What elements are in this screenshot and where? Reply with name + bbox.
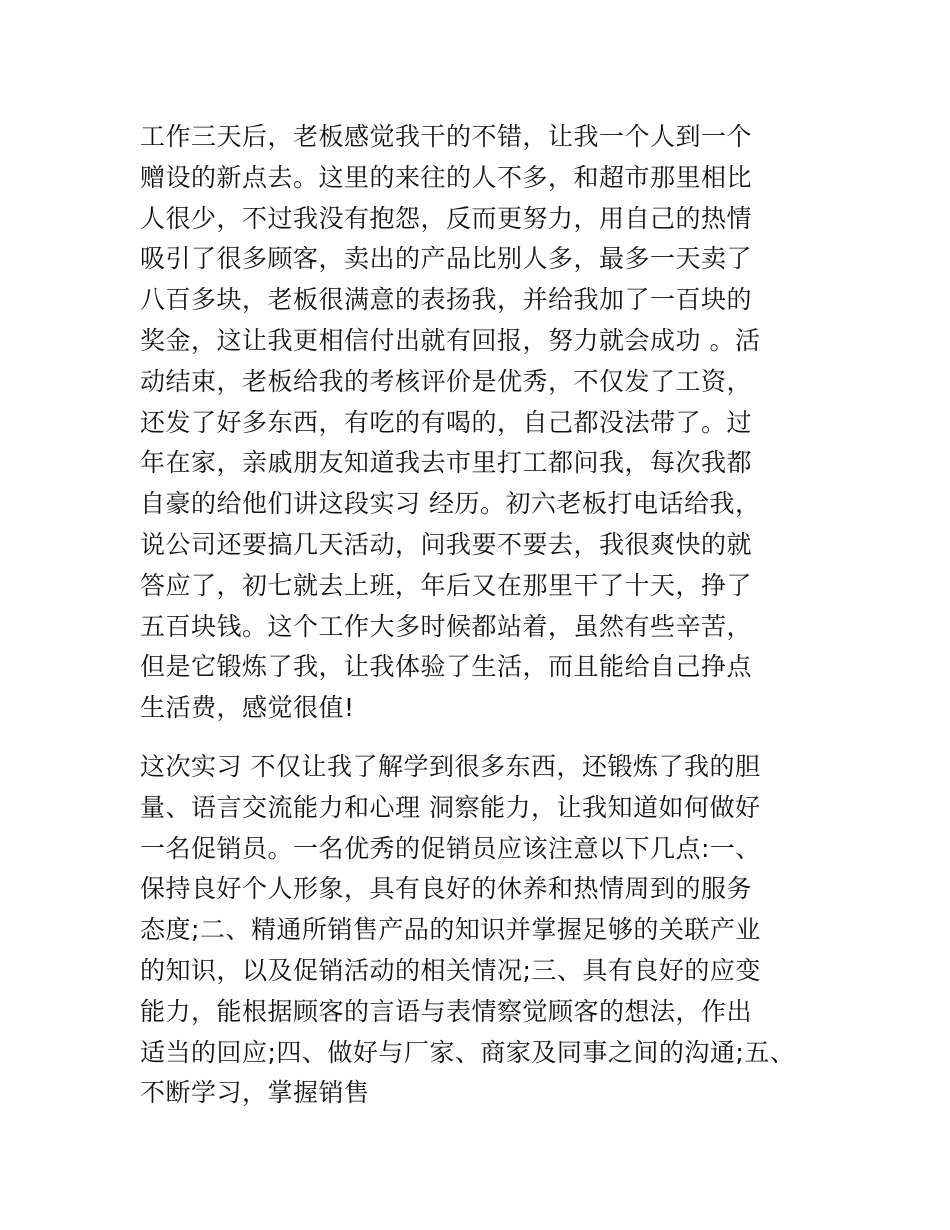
text-line: 保持良好个人形象，具有良好的休养和热情周到的服务 <box>140 874 753 904</box>
text-line: 五百块钱。这个工作大多时候都站着，虽然有些辛苦， <box>140 611 753 641</box>
text-line: 工作三天后，老板感觉我干的不错，让我一个人到一个 <box>140 122 753 151</box>
text-line: 还发了好多东西，有吃的有喝的，自己都没法带了。过 <box>140 407 753 437</box>
text-line: 的知识，以及促销活动的相关情况;三、具有良好的应变 <box>140 955 761 985</box>
text-line: 自豪的给他们讲这段实习 经历。初六老板打电话给我， <box>140 489 761 519</box>
text-line: 奖金，这让我更相信付出就有回报，努力就会成功 。活 <box>140 325 761 355</box>
text-line: 这次实习 不仅让我了解学到很多东西，还锻炼了我的胆 <box>140 752 761 781</box>
text-line: 不断学习，掌握销售 <box>140 1078 370 1108</box>
paragraph-internship-experience <box>140 117 840 729</box>
text-line: 赠设的新点去。这里的来往的人不多，和超市那里相比 <box>140 162 753 192</box>
text-line: 生活费，感觉很值! <box>140 693 355 723</box>
text-line: 说公司还要搞几天活动，问我要不要去，我很爽快的就 <box>140 529 753 559</box>
text-line: 态度;二、精通所销售产品的知识并掌握足够的关联产业 <box>140 915 761 945</box>
paragraph-internship-summary <box>140 747 840 1114</box>
text-line: 但是它锻炼了我，让我体验了生活，而且能给自己挣点 <box>140 652 753 682</box>
text-line: 八百多块，老板很满意的表扬我，并给我加了一百块的 <box>140 285 753 315</box>
text-line: 能力，能根据顾客的言语与表情察觉顾客的想法，作出 <box>140 996 753 1026</box>
text-line: 吸引了很多顾客，卖出的产品比别人多，最多一天卖了 <box>140 244 753 274</box>
text-line: 人很少，不过我没有抱怨，反而更努力，用自己的热情 <box>140 203 753 233</box>
text-line: 年在家，亲戚朋友知道我去市里打工都问我，每次我都 <box>140 448 753 478</box>
text-line: 量、语言交流能力和心理 洞察能力，让我知道如何做好 <box>140 792 761 822</box>
text-line: 动结束，老板给我的考核评价是优秀，不仅发了工资， <box>140 366 753 396</box>
text-line: 一名促销员。一名优秀的促销员应该注意以下几点:一、 <box>140 833 761 863</box>
text-line: 答应了，初七就去上班，年后又在那里干了十天，挣了 <box>140 570 753 600</box>
text-line: 适当的回应;四、做好与厂家、商家及同事之间的沟通;五、 <box>140 1037 796 1067</box>
